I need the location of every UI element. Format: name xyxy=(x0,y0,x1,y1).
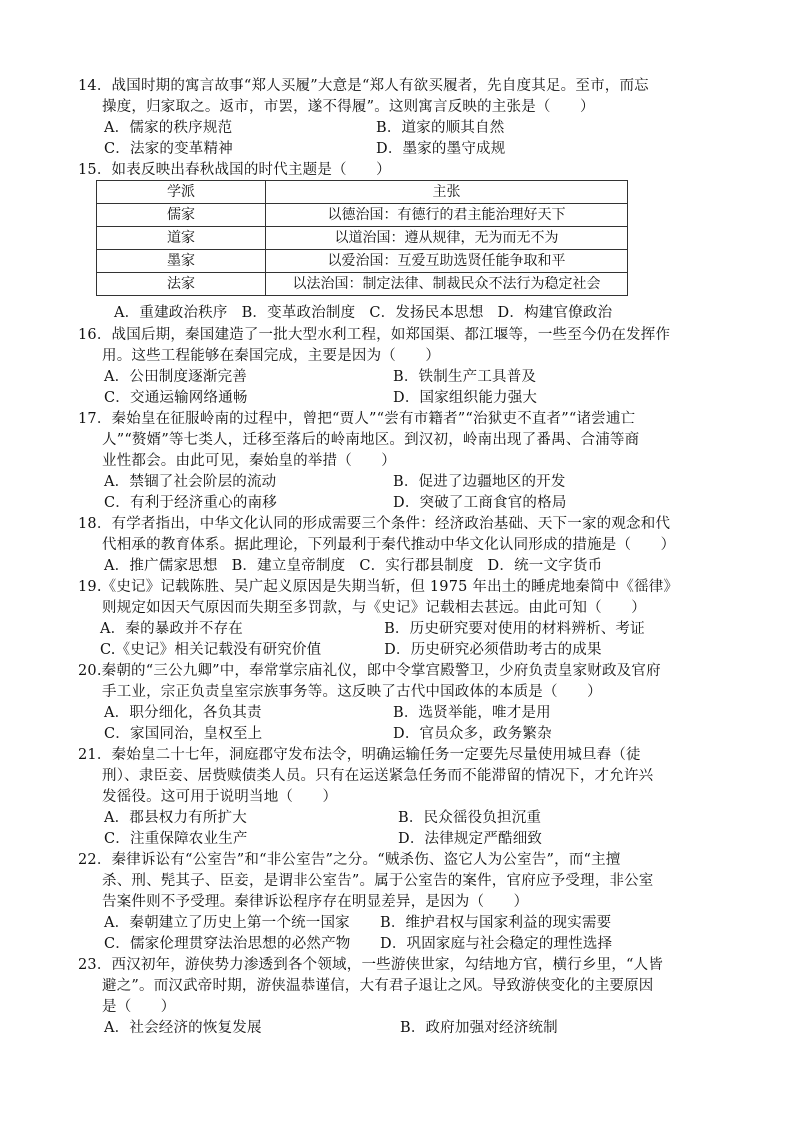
option-c[interactable]: C．儒家伦理贯穿法治思想的必然产物 xyxy=(104,936,351,952)
option-c[interactable]: C．法家的变革精神 xyxy=(104,141,233,157)
option-c[interactable]: C．发扬民本思想 xyxy=(369,305,484,321)
option-a[interactable]: A．儒家的秩序规范 xyxy=(104,120,233,136)
question-19-line2: 则规定如因天气原因而失期至多罚款，与《史记》记载相去甚远。由此可知（ ） xyxy=(102,600,646,616)
option-a[interactable]: A．郡县权力有所扩大 xyxy=(104,810,247,826)
option-b[interactable]: B．铁制生产工具普及 xyxy=(393,369,537,385)
question-18-line2: 代相承的教育体系。据此理论，下列最利于秦代推动中华文化认同形成的措施是（ ） xyxy=(102,537,676,553)
question-17-line1: 17．秦始皇在征服岭南的过程中，曾把“贾人”“尝有市籍者”“治狱吏不直者”“诸尝逋亡 xyxy=(78,411,636,427)
option-a[interactable]: A．职分细化，各负其责 xyxy=(104,705,262,721)
question-20-options-row1 xyxy=(78,703,718,724)
option-a[interactable]: A．推广儒家思想 xyxy=(104,558,218,574)
option-d[interactable]: D．统一文字货币 xyxy=(487,558,603,574)
question-21-line2: 刑）、隶臣妾、居赀赎债类人员。只有在运送紧急任务而不能滞留的情况下，才允许兴 xyxy=(102,768,654,784)
question-21 xyxy=(78,745,718,850)
option-d[interactable]: D．突破了工商食官的格局 xyxy=(393,495,567,511)
table-cell: 墨家 xyxy=(97,250,266,273)
option-b[interactable]: B．建立皇帝制度 xyxy=(231,558,346,574)
question-17-line3: 业性都会。由此可见，秦始皇的举措（ ） xyxy=(102,453,396,469)
question-22-line3: 告案件则不予受理。秦律诉讼程序存在明显差异，是因为（ ） xyxy=(102,894,529,910)
question-22-options-row2 xyxy=(78,934,718,955)
question-14-line2: 操度，归家取之。返市，市罢，遂不得履”。这则寓言反映的主张是（ ） xyxy=(102,99,595,115)
question-16-line2: 用。这些工程能够在秦国完成，主要是因为（ ） xyxy=(102,348,441,364)
table-cell: 儒家 xyxy=(97,204,266,227)
question-20-line1: 20.秦朝的“三公九卿”中，奉常掌宗庙礼仪，郎中令掌宫殿警卫，少府负责皇家财政及官府 xyxy=(78,663,661,679)
question-14-line1: 14．战国时期的寓言故事“郑人买履”大意是“郑人有欲买履者，先自度其足。至市，而忘 xyxy=(78,78,649,94)
question-17 xyxy=(78,409,718,514)
question-23-line1: 23．西汉初年，游侠势力渗透到各个领域，一些游侠世家，勾结地方官，横行乡里，“人皆 xyxy=(78,957,664,973)
schools-table xyxy=(96,180,628,296)
option-b[interactable]: B．维护君权与国家利益的现实需要 xyxy=(380,915,612,931)
question-14-options-row2 xyxy=(78,139,718,160)
question-20-options-row2 xyxy=(78,724,718,745)
option-a[interactable]: A．秦朝建立了历史上第一个统一国家 xyxy=(104,915,350,931)
table-row xyxy=(97,273,628,296)
question-16-options-row1 xyxy=(78,367,718,388)
option-b[interactable]: B．政府加强对经济统制 xyxy=(400,1020,558,1036)
question-23-line2: 避之”。而汉武帝时期，游侠温恭谨信，大有君子退让之风。导致游侠变化的主要原因 xyxy=(102,978,654,994)
option-b[interactable]: B．道家的顺其自然 xyxy=(376,120,505,136)
question-19 xyxy=(78,577,718,661)
question-19-line1: 19.《史记》记载陈胜、吴广起义原因是失期当斩，但 1975 年出土的睡虎地秦简中《徭律》 xyxy=(78,579,679,595)
option-c[interactable]: C．交通运输网络通畅 xyxy=(104,390,248,406)
question-14-options-row1 xyxy=(78,118,718,139)
table-cell: 以德治国：有德行的君主能治理好天下 xyxy=(266,204,628,227)
table-cell: 以爱治国：互爱互助选贤任能争取和平 xyxy=(266,250,628,273)
table-cell: 以道治国：遵从规律，无为而无不为 xyxy=(266,227,628,250)
table-header-row xyxy=(97,181,628,204)
question-15-options-row xyxy=(78,303,718,324)
question-17-line2: 人”“赘婿”等七类人，迁移至落后的岭南地区。到汉初，岭南出现了番禺、合浦等商 xyxy=(102,432,640,448)
option-b[interactable]: B．选贤举能，唯才是用 xyxy=(393,705,551,721)
option-a[interactable]: A．秦的暴政并不存在 xyxy=(100,621,243,637)
question-23-options-row1 xyxy=(78,1018,718,1039)
question-23 xyxy=(78,955,718,1039)
question-17-options-row2 xyxy=(78,493,718,514)
question-17-options-row1 xyxy=(78,472,718,493)
question-18-line1: 18．有学者指出，中华文化认同的形成需要三个条件：经济政治基础、天下一家的观念和代 xyxy=(78,516,671,532)
option-a[interactable]: A．禁锢了社会阶层的流动 xyxy=(104,474,277,490)
option-d[interactable]: D．法律规定严酷细致 xyxy=(398,831,543,847)
option-a[interactable]: A．社会经济的恢复发展 xyxy=(104,1020,262,1036)
question-22-options-row1 xyxy=(78,913,718,934)
question-21-options-row1 xyxy=(78,808,718,829)
option-a[interactable]: A．重建政治秩序 xyxy=(114,305,228,321)
option-c[interactable]: C．家国同治，皇权至上 xyxy=(104,726,263,742)
question-23-line3: 是（ ） xyxy=(102,999,176,1015)
option-d[interactable]: D．国家组织能力强大 xyxy=(393,390,538,406)
table-cell: 法家 xyxy=(97,273,266,296)
option-c[interactable]: C.《史记》相关记载没有研究价值 xyxy=(100,642,322,658)
option-b[interactable]: B．变革政治制度 xyxy=(241,305,356,321)
question-18 xyxy=(78,514,718,577)
table-row xyxy=(97,204,628,227)
table-cell: 道家 xyxy=(97,227,266,250)
option-d[interactable]: D．墨家的墨守成规 xyxy=(376,141,506,157)
question-16 xyxy=(78,325,718,409)
option-d[interactable]: D．构建官僚政治 xyxy=(497,305,613,321)
option-a[interactable]: A．公田制度逐渐完善 xyxy=(104,369,247,385)
question-22-line2: 杀、刑、髡其子、臣妾，是谓非公室告”。属于公室告的案件，官府应予受理，非公室 xyxy=(102,873,654,889)
question-21-options-row2 xyxy=(78,829,718,850)
table-header-cell: 学派 xyxy=(97,181,266,204)
question-20 xyxy=(78,661,718,745)
question-15-line1: 15．如表反映出春秋战国的时代主题是（ ） xyxy=(78,162,391,178)
question-19-options-row2 xyxy=(78,640,718,661)
question-20-line2: 手工业，宗正负责皇室宗族事务等。这反映了古代中国政体的本质是（ ） xyxy=(102,684,602,700)
option-d[interactable]: D．官员众多，政务繁杂 xyxy=(393,726,552,742)
table-header-cell: 主张 xyxy=(266,181,628,204)
question-14 xyxy=(78,76,718,160)
option-c[interactable]: C．实行郡县制度 xyxy=(359,558,474,574)
question-15-options xyxy=(78,303,718,324)
question-15 xyxy=(78,160,718,181)
table-row xyxy=(97,250,628,273)
option-d[interactable]: D．历史研究必须借助考古的成果 xyxy=(384,642,602,658)
option-c[interactable]: C．注重保障农业生产 xyxy=(104,831,248,847)
option-c[interactable]: C．有利于经济重心的南移 xyxy=(104,495,277,511)
option-b[interactable]: B．促进了边疆地区的开发 xyxy=(393,474,566,490)
table-row xyxy=(97,227,628,250)
question-16-options-row2 xyxy=(78,388,718,409)
option-d[interactable]: D．巩固家庭与社会稳定的理性选择 xyxy=(380,936,613,952)
question-16-line1: 16．战国后期，秦国建造了一批大型水利工程，如郑国渠、都江堰等，一些至今仍在发挥作 xyxy=(78,327,671,343)
question-21-line3: 发徭役。这可用于说明当地（ ） xyxy=(102,789,338,805)
question-21-line1: 21．秦始皇二十七年，洞庭郡守发布法令，明确运输任务一定要先尽量使用城旦舂（徒 xyxy=(78,747,641,763)
question-22-line1: 22．秦律诉讼有“公室告”和“非公室告”之分。“贼杀伤、盗它人为公室告”，而“主擅 xyxy=(78,852,621,868)
question-22 xyxy=(78,850,718,955)
table-cell: 以法治国：制定法律、制裁民众不法行为稳定社会 xyxy=(266,273,628,296)
question-19-options-row1 xyxy=(78,619,718,640)
option-b[interactable]: B．历史研究要对使用的材料辨析、考证 xyxy=(384,621,645,637)
option-b[interactable]: B．民众徭役负担沉重 xyxy=(398,810,542,826)
question-18-options-row xyxy=(78,556,718,577)
